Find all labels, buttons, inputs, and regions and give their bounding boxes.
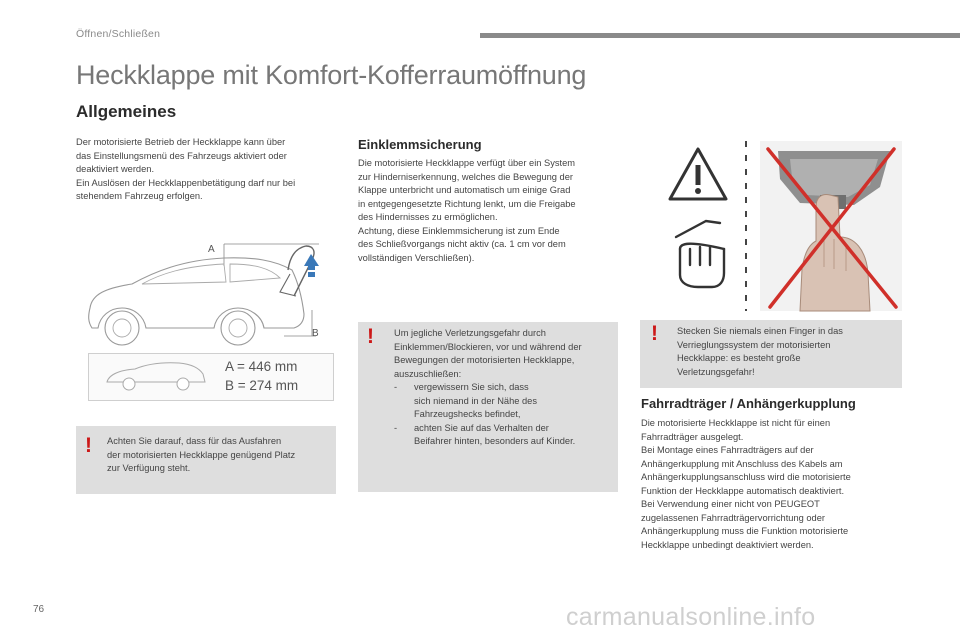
bike-paragraph xyxy=(641,417,851,552)
general-line: stehendem Fahrzeug erfolgen. xyxy=(76,191,203,201)
general-line: Der motorisierte Betrieb der Heckklappe kann über xyxy=(76,137,286,147)
list-item-line: achten Sie auf das Verhalten der xyxy=(414,422,549,433)
car-side-diagram xyxy=(84,236,334,348)
general-paragraph xyxy=(76,136,338,204)
general-line: deaktiviert werden. xyxy=(76,164,155,174)
warning-mark: ! xyxy=(651,322,658,345)
list-item-line: Fahrzeugshecks befindet, xyxy=(414,409,521,419)
bike-line: Bei Verwendung einer nicht von PEUGEOT xyxy=(641,499,820,509)
general-line: das Einstellungsmenü des Fahrzeugs aktiviert oder xyxy=(76,150,287,161)
pinch-line: in entgegengesetzte Richtung lenkt, um die Freigabe xyxy=(358,198,576,209)
warning-box-injury xyxy=(358,322,618,492)
list-item-line: Beifahrer hinten, besonders auf Kinder. xyxy=(414,436,576,446)
car-top-illustration xyxy=(91,358,217,396)
heading-pinch-protection: Einklemmsicherung xyxy=(358,137,482,152)
warning-box-finger xyxy=(640,320,902,388)
list-dash: - xyxy=(394,382,398,392)
heading-bike-carrier: Fahrradträger / Anhängerkupplung xyxy=(641,396,856,411)
list-item-line: vergewissern Sie sich, dass xyxy=(414,382,529,392)
bike-line: Fahrradträger ausgelegt. xyxy=(641,431,744,442)
warning-middle-text xyxy=(394,327,582,449)
list-item xyxy=(394,422,582,449)
warning-right-line: Stecken Sie niemals einen Finger in das xyxy=(677,326,843,336)
warning-left-line: der motorisierten Heckklappe genügend Platz xyxy=(107,449,296,460)
warning-left-text xyxy=(107,435,295,476)
heading-general: Allgemeines xyxy=(76,102,177,121)
pinch-line: des Hindernisses zu ermöglichen. xyxy=(358,212,498,222)
bike-line: Funktion der Heckklappe automatisch deaktiviert. xyxy=(641,485,845,496)
pinch-line: Die motorisierte Heckklappe verfügt über ein System xyxy=(358,158,576,168)
page-title: Heckklappe mit Komfort-Kofferraumöffnung xyxy=(76,60,587,90)
pinch-line: zur Hinderniserkennung, welches die Bewegung der xyxy=(358,171,573,182)
finger-warning-graphic xyxy=(640,137,902,315)
bike-line: Bei Montage eines Fahrradträgers auf der xyxy=(641,445,814,455)
warning-middle-line: Um jegliche Verletzungsgefahr durch xyxy=(394,328,546,338)
pinch-paragraph xyxy=(358,157,576,265)
bike-line: Die motorisierte Heckklappe ist nicht für einen xyxy=(641,418,831,428)
warning-middle-line: Einklemmen/Blockieren, vor und während der xyxy=(394,341,582,352)
pinch-line: Achtung, diese Einklemmsicherung ist zum Ende xyxy=(358,225,560,236)
dimension-label-a: A xyxy=(208,244,215,255)
warning-left-line: Achten Sie darauf, dass für das Ausfahren xyxy=(107,436,282,446)
header-bar xyxy=(480,33,960,38)
warning-triangle-icon xyxy=(670,149,726,199)
pinch-line: Klappe unterbricht und automatisch um einige Grad xyxy=(358,185,571,195)
section-header: Öffnen/Schließen xyxy=(76,28,161,40)
general-line: Ein Auslösen der Heckklappenbetätigung darf nur bei xyxy=(76,177,296,188)
opening-arrow-icon xyxy=(304,254,319,277)
list-item-line: sich niemand in der Nähe des xyxy=(414,395,537,406)
dimension-value-a: A = 446 mm xyxy=(225,359,298,374)
warning-middle-line: Bewegungen der motorisierten Heckklappe, xyxy=(394,355,575,365)
warning-mark: ! xyxy=(85,434,92,457)
bike-line: Heckklappe unbedingt deaktiviert werden. xyxy=(641,539,814,550)
warning-box-space xyxy=(76,426,336,494)
dimension-label-b: B xyxy=(312,328,319,339)
warning-mark: ! xyxy=(367,325,374,348)
bike-line: Anhängerkupplung muss die Funktion motorisierte xyxy=(641,526,849,536)
dimension-legend xyxy=(88,353,334,401)
page-number: 76 xyxy=(33,604,45,615)
warning-right-text xyxy=(677,325,843,379)
warning-right-line: Verletzungsgefahr! xyxy=(677,366,755,377)
warning-middle-line: auszuschließen: xyxy=(394,368,462,379)
pinch-line: vollständigen Verschließen). xyxy=(358,252,475,263)
bike-line: Anhängerkupplung mit Anschluss des Kabels am xyxy=(641,458,843,469)
bike-line: Anhängerkupplungsanschluss wird die motorisierte xyxy=(641,472,851,482)
warning-left-line: zur Verfügung steht. xyxy=(107,463,191,473)
warning-right-line: Heckklappe: es besteht große xyxy=(677,353,801,363)
dimension-value-b: B = 274 mm xyxy=(225,378,299,393)
watermark: carmanualsonline.info xyxy=(566,603,816,631)
pinch-line: des Schließvorgangs nicht aktiv (ca. 1 cm vor dem xyxy=(358,239,566,249)
finger-warning-illustration xyxy=(640,137,902,315)
warning-right-line: Verrieglungssystem der motorisierten xyxy=(677,339,831,350)
hand-pinch-icon xyxy=(676,221,724,287)
list-dash: - xyxy=(394,422,398,433)
list-item xyxy=(394,381,582,422)
bike-line: zugelassenen Fahrradträgervorrichtung oder xyxy=(641,512,825,523)
